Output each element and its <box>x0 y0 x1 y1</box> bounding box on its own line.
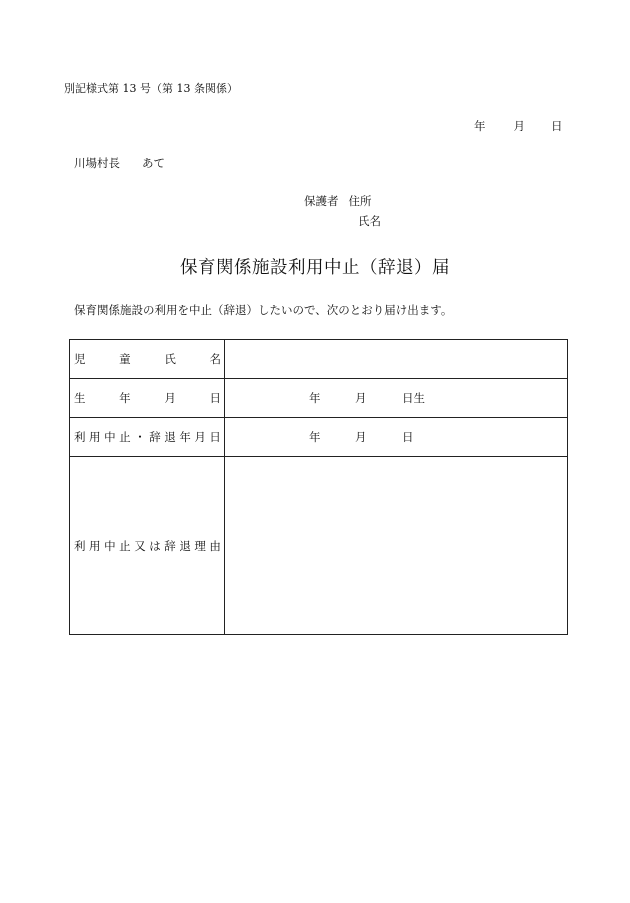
body-text: 保育関係施設の利用を中止（辞退）したいので、次のとおり届け出ます。 <box>74 303 453 317</box>
birth-date-label: 生 年 月 日 <box>70 379 225 418</box>
birth-day-label: 日生 <box>402 391 425 405</box>
stop-day-label: 日 <box>402 430 414 444</box>
guardian-name-row <box>304 211 381 231</box>
addressee-name: 川場村長 <box>74 156 120 170</box>
table-row <box>70 457 568 635</box>
table-row <box>70 418 568 457</box>
stop-year-label: 年 <box>309 430 321 444</box>
guardian-address-row <box>304 191 381 211</box>
table-row <box>70 379 568 418</box>
day-label: 日 <box>551 119 563 133</box>
child-name-label: 児 童 氏 名 <box>70 340 225 379</box>
reason-label: 利 用 中 止 又 は 辞 退 理 由 <box>70 457 225 635</box>
guardian-label: 保護者 <box>304 194 339 208</box>
addressee <box>74 155 165 171</box>
birth-month-label: 月 <box>355 391 367 405</box>
form-number: 別記様式第 13 号（第 13 条関係） <box>64 82 238 95</box>
birth-date-field[interactable] <box>225 379 568 418</box>
stop-date-label: 利 用 中 止 ・ 辞 退 年 月 日 <box>70 418 225 457</box>
year-label: 年 <box>474 119 486 133</box>
child-name-field[interactable] <box>225 340 568 379</box>
address-label: 住所 <box>348 194 372 208</box>
submission-date <box>474 118 563 134</box>
reason-field[interactable] <box>225 457 568 635</box>
guardian-block <box>304 191 381 231</box>
name-label: 氏名 <box>358 214 381 228</box>
addressee-suffix: あて <box>142 156 165 170</box>
table-row <box>70 340 568 379</box>
birth-year-label: 年 <box>309 391 321 405</box>
stop-month-label: 月 <box>355 430 367 444</box>
month-label: 月 <box>513 119 525 133</box>
document-title: 保育関係施設利用中止（辞退）届 <box>180 258 450 278</box>
stop-date-field[interactable] <box>225 418 568 457</box>
form-table <box>69 339 568 635</box>
